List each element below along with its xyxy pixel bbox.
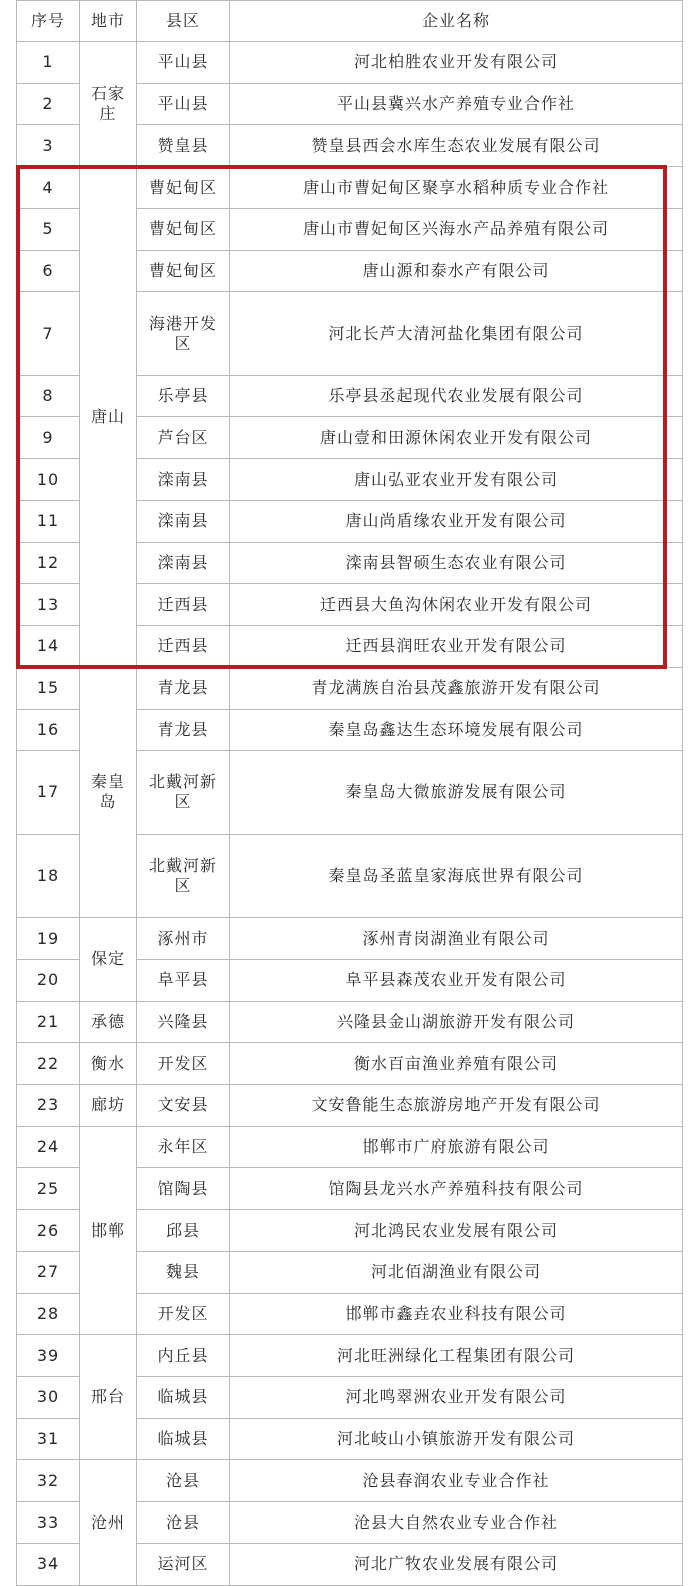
header-row [17, 1, 683, 42]
county-cell: 赞皇县 [137, 125, 230, 167]
row-number: 14 [17, 626, 80, 668]
table-row [17, 918, 683, 960]
table-row [17, 1335, 683, 1377]
table-row [17, 1126, 683, 1168]
row-number: 17 [17, 751, 80, 834]
row-number: 33 [17, 1502, 80, 1544]
row-number: 32 [17, 1460, 80, 1502]
row-number: 19 [17, 918, 80, 960]
header-cell-city: 地市 [80, 1, 137, 42]
table-row [17, 1001, 683, 1043]
row-number: 1 [17, 42, 80, 84]
table-body [17, 42, 683, 1586]
county-cell: 涿州市 [137, 918, 230, 960]
county-cell: 开发区 [137, 1293, 230, 1335]
row-number: 21 [17, 1001, 80, 1043]
company-cell: 河北广牧农业发展有限公司 [230, 1543, 683, 1585]
company-cell: 河北鸣翠洲农业开发有限公司 [230, 1377, 683, 1419]
row-number: 2 [17, 83, 80, 125]
company-cell: 唐山弘亚农业开发有限公司 [230, 459, 683, 501]
row-number: 22 [17, 1043, 80, 1085]
row-number: 39 [17, 1335, 80, 1377]
row-number: 30 [17, 1377, 80, 1419]
company-cell: 秦皇岛鑫达生态环境发展有限公司 [230, 709, 683, 751]
company-cell: 唐山市曹妃甸区兴海水产品养殖有限公司 [230, 208, 683, 250]
row-number: 4 [17, 167, 80, 209]
row-number: 24 [17, 1126, 80, 1168]
row-number: 16 [17, 709, 80, 751]
company-cell: 唐山壹和田源休闲农业开发有限公司 [230, 417, 683, 459]
company-cell: 河北岐山小镇旅游开发有限公司 [230, 1418, 683, 1460]
row-number: 11 [17, 500, 80, 542]
company-cell: 邯郸市鑫垚农业科技有限公司 [230, 1293, 683, 1335]
county-cell: 滦南县 [137, 500, 230, 542]
county-cell: 文安县 [137, 1085, 230, 1127]
table-row [17, 42, 683, 84]
row-number: 15 [17, 667, 80, 709]
county-cell: 北戴河新区 [137, 751, 230, 834]
company-cell: 文安鲁能生态旅游房地产开发有限公司 [230, 1085, 683, 1127]
row-number: 5 [17, 208, 80, 250]
company-cell: 滦南县智硕生态农业有限公司 [230, 542, 683, 584]
row-number: 7 [17, 292, 80, 375]
header-cell-no: 序号 [17, 1, 80, 42]
county-cell: 兴隆县 [137, 1001, 230, 1043]
company-cell: 涿州青岗湖渔业有限公司 [230, 918, 683, 960]
company-cell: 迁西县大鱼沟休闲农业开发有限公司 [230, 584, 683, 626]
city-cell: 石家庄 [80, 42, 137, 167]
table-row [17, 1460, 683, 1502]
county-cell: 内丘县 [137, 1335, 230, 1377]
county-cell: 芦台区 [137, 417, 230, 459]
city-cell: 衡水 [80, 1043, 137, 1085]
header-cell-county: 县区 [137, 1, 230, 42]
county-cell: 永年区 [137, 1126, 230, 1168]
company-cell: 河北鸿民农业发展有限公司 [230, 1210, 683, 1252]
county-cell: 平山县 [137, 42, 230, 84]
city-cell: 唐山 [80, 167, 137, 668]
company-cell: 秦皇岛大微旅游发展有限公司 [230, 751, 683, 834]
company-cell: 平山县冀兴水产养殖专业合作社 [230, 83, 683, 125]
city-cell: 秦皇岛 [80, 667, 137, 917]
county-cell: 临城县 [137, 1377, 230, 1419]
company-cell: 馆陶县龙兴水产养殖科技有限公司 [230, 1168, 683, 1210]
table-row [17, 1043, 683, 1085]
company-cell: 沧县大自然农业专业合作社 [230, 1502, 683, 1544]
header-cell-company: 企业名称 [230, 1, 683, 42]
row-number: 34 [17, 1543, 80, 1585]
city-cell: 邯郸 [80, 1126, 137, 1335]
row-number: 18 [17, 834, 80, 917]
county-cell: 迁西县 [137, 626, 230, 668]
company-cell: 河北柏胜农业开发有限公司 [230, 42, 683, 84]
county-cell: 开发区 [137, 1043, 230, 1085]
row-number: 13 [17, 584, 80, 626]
county-cell: 海港开发区 [137, 292, 230, 375]
table-row [17, 667, 683, 709]
table-row [17, 167, 683, 209]
county-cell: 曹妃甸区 [137, 167, 230, 209]
county-cell: 滦南县 [137, 459, 230, 501]
county-cell: 馆陶县 [137, 1168, 230, 1210]
row-number: 6 [17, 250, 80, 292]
company-cell: 河北长芦大清河盐化集团有限公司 [230, 292, 683, 375]
city-cell: 廊坊 [80, 1085, 137, 1127]
county-cell: 沧县 [137, 1460, 230, 1502]
company-cell: 河北旺洲绿化工程集团有限公司 [230, 1335, 683, 1377]
row-number: 23 [17, 1085, 80, 1127]
city-cell: 保定 [80, 918, 137, 1001]
row-number: 9 [17, 417, 80, 459]
company-cell: 邯郸市广府旅游有限公司 [230, 1126, 683, 1168]
company-cell: 唐山市曹妃甸区聚享水稻种质专业合作社 [230, 167, 683, 209]
company-cell: 唐山尚盾缘农业开发有限公司 [230, 500, 683, 542]
company-cell: 兴隆县金山湖旅游开发有限公司 [230, 1001, 683, 1043]
company-cell: 赞皇县西会水库生态农业发展有限公司 [230, 125, 683, 167]
county-cell: 临城县 [137, 1418, 230, 1460]
enterprise-table [16, 0, 683, 1586]
row-number: 28 [17, 1293, 80, 1335]
row-number: 10 [17, 459, 80, 501]
county-cell: 运河区 [137, 1543, 230, 1585]
company-cell: 衡水百亩渔业养殖有限公司 [230, 1043, 683, 1085]
city-cell: 沧州 [80, 1460, 137, 1585]
county-cell: 魏县 [137, 1251, 230, 1293]
company-cell: 青龙满族自治县茂鑫旅游开发有限公司 [230, 667, 683, 709]
company-cell: 河北佰湖渔业有限公司 [230, 1251, 683, 1293]
row-number: 31 [17, 1418, 80, 1460]
county-cell: 青龙县 [137, 667, 230, 709]
county-cell: 沧县 [137, 1502, 230, 1544]
row-number: 20 [17, 959, 80, 1001]
county-cell: 平山县 [137, 83, 230, 125]
company-cell: 沧县春润农业专业合作社 [230, 1460, 683, 1502]
county-cell: 滦南县 [137, 542, 230, 584]
county-cell: 曹妃甸区 [137, 208, 230, 250]
city-cell: 承德 [80, 1001, 137, 1043]
company-cell: 乐亭县丞起现代农业发展有限公司 [230, 375, 683, 417]
county-cell: 邱县 [137, 1210, 230, 1252]
row-number: 25 [17, 1168, 80, 1210]
company-cell: 阜平县森茂农业开发有限公司 [230, 959, 683, 1001]
company-cell: 迁西县润旺农业开发有限公司 [230, 626, 683, 668]
row-number: 27 [17, 1251, 80, 1293]
county-cell: 迁西县 [137, 584, 230, 626]
company-cell: 唐山源和泰水产有限公司 [230, 250, 683, 292]
row-number: 3 [17, 125, 80, 167]
company-cell: 秦皇岛圣蓝皇家海底世界有限公司 [230, 834, 683, 917]
county-cell: 曹妃甸区 [137, 250, 230, 292]
row-number: 8 [17, 375, 80, 417]
city-cell: 邢台 [80, 1335, 137, 1460]
row-number: 12 [17, 542, 80, 584]
row-number: 26 [17, 1210, 80, 1252]
county-cell: 阜平县 [137, 959, 230, 1001]
county-cell: 乐亭县 [137, 375, 230, 417]
county-cell: 青龙县 [137, 709, 230, 751]
county-cell: 北戴河新区 [137, 834, 230, 917]
table-row [17, 1085, 683, 1127]
